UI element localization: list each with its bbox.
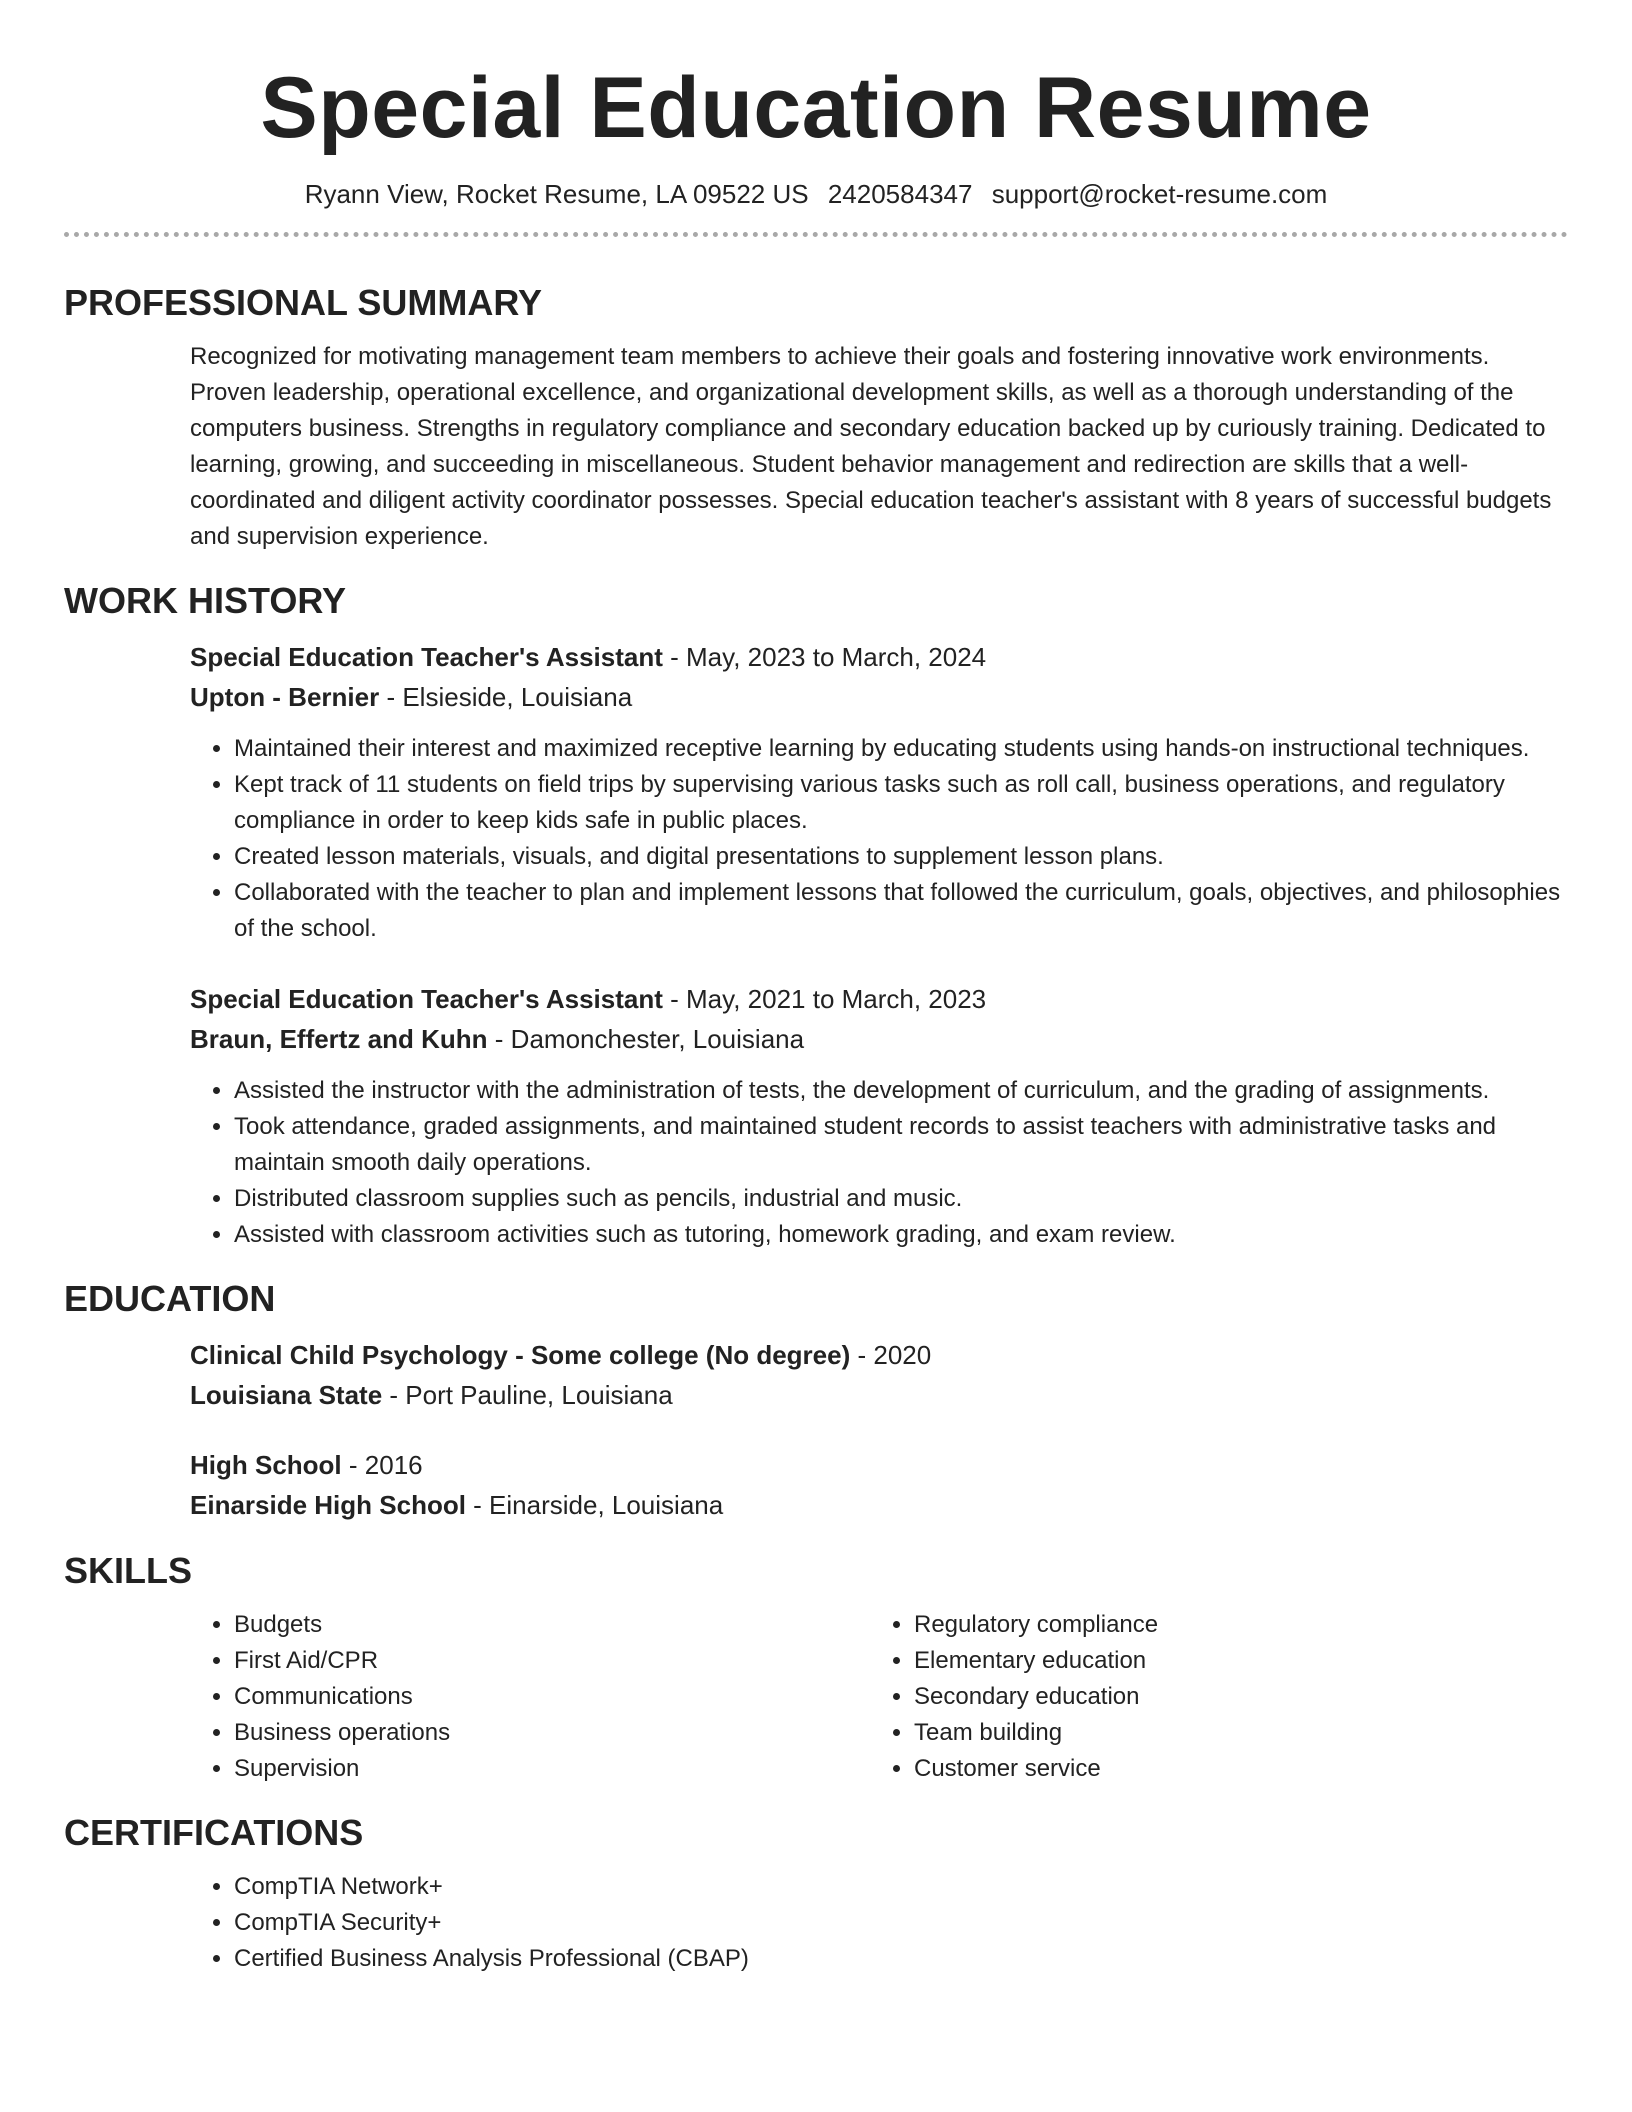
job-duty: • Created lesson materials, visuals, and digital presentations to supplement lesson plans. [234,839,1568,875]
education-school-line: Louisiana State - Port Pauline, Louisiana [190,1380,673,1410]
job-title-line: Special Education Teacher's Assistant - May, 2021 to March, 2023 [190,984,987,1014]
education-degree: Clinical Child Psychology - Some college (No degree) [190,1340,851,1370]
summary-heading: PROFESSIONAL SUMMARY [64,282,543,323]
job-duty: • Assisted the instructor with the administration of tests, the development of curriculum, and the grading of assignments. [234,1073,1568,1109]
education-location: Port Pauline, Louisiana [405,1380,673,1410]
job-dates: May, 2023 to March, 2024 [686,642,987,672]
education-school: Einarside High School [190,1490,466,1520]
skill-item: • Elementary education [914,1643,1550,1679]
education-degree: High School [190,1450,342,1480]
summary-section [64,339,1568,555]
skills-heading: SKILLS [64,1550,193,1591]
work-history-heading: WORK HISTORY [64,580,347,621]
job-entry [190,979,1568,1253]
education-location: Einarside, Louisiana [489,1490,724,1520]
job-duty: • Took attendance, graded assignments, and maintained student records to assist teachers with administrative tasks and maintain smooth daily operations. [234,1109,1568,1181]
contact-email[interactable]: support@rocket-resume.com [991,179,1328,209]
certification-item: • Certified Business Analysis Professional (CBAP) [234,1941,1568,1977]
job-title: Special Education Teacher's Assistant [190,642,663,672]
skills-column-left [190,1607,870,1787]
skill-item: • Secondary education [914,1679,1550,1715]
education-entry [190,1445,1568,1525]
certification-item: • CompTIA Network+ [234,1869,1568,1905]
job-dates: May, 2021 to March, 2023 [686,984,987,1014]
education-school-line: Einarside High School - Einarside, Louisiana [190,1490,724,1520]
education-section [64,1335,1568,1525]
job-duties-list [190,1073,1568,1253]
job-company: Upton - Bernier [190,682,380,712]
skill-item: • Communications [234,1679,870,1715]
job-location: Elsieside, Louisiana [402,682,633,712]
education-school: Louisiana State [190,1380,383,1410]
contact-line [64,176,1568,212]
job-title: Special Education Teacher's Assistant [190,984,663,1014]
education-year: 2020 [873,1340,932,1370]
skills-list [190,1607,870,1787]
job-duty: • Maintained their interest and maximized receptive learning by educating students using hands-on instructional techniques. [234,731,1568,767]
skill-item: • Budgets [234,1607,870,1643]
job-title-line: Special Education Teacher's Assistant - May, 2023 to March, 2024 [190,642,987,672]
skills-column-right [870,1607,1550,1787]
job-location: Damonchester, Louisiana [510,1024,805,1054]
education-degree-line: High School - 2016 [190,1450,423,1480]
job-company-line: Upton - Bernier - Elsieside, Louisiana [190,682,633,712]
contact-address: Ryann View, Rocket Resume, LA 09522 US [304,179,809,209]
work-history-section [64,637,1568,1253]
education-degree-line: Clinical Child Psychology - Some college (No degree) - 2020 [190,1340,932,1370]
job-duty: • Kept track of 11 students on field trips by supervising various tasks such as roll call, business operations, and regulatory compliance in order to keep kids safe in public places. [234,767,1568,839]
skill-item: • Supervision [234,1751,870,1787]
skills-grid [190,1607,1568,1787]
skill-item: • Customer service [914,1751,1550,1787]
skills-list [870,1607,1550,1787]
job-duties-list [190,731,1568,947]
job-duty: • Assisted with classroom activities such as tutoring, homework grading, and exam review. [234,1217,1568,1253]
job-company-line: Braun, Effertz and Kuhn - Damonchester, Louisiana [190,1024,805,1054]
job-duty: • Distributed classroom supplies such as pencils, industrial and music. [234,1181,1568,1217]
education-entry [190,1335,1568,1415]
skill-item: • Team building [914,1715,1550,1751]
job-duty: • Collaborated with the teacher to plan and implement lessons that followed the curriculum, goals, objectives, and philosophies of the school. [234,875,1568,947]
education-heading: EDUCATION [64,1278,276,1319]
certifications-section [64,1869,1568,1977]
header-divider [64,232,1568,237]
skill-item: • Business operations [234,1715,870,1751]
education-year: 2016 [364,1450,423,1480]
skill-item: • First Aid/CPR [234,1643,870,1679]
certifications-heading: CERTIFICATIONS [64,1812,364,1853]
job-company: Braun, Effertz and Kuhn [190,1024,488,1054]
job-entry [190,637,1568,947]
certifications-list [190,1869,1568,1977]
skills-section [64,1607,1568,1787]
contact-phone: 2420584347 [827,179,973,209]
skill-item: • Regulatory compliance [914,1607,1550,1643]
resume-title: Special Education Resume [260,60,1372,156]
certification-item: • CompTIA Security+ [234,1905,1568,1941]
summary-text: Recognized for motivating management team members to achieve their goals and fostering innovative work environments. Proven leadership, operational excellence, and organizational development skills, as well as a thorough understanding of the computers business. Strengths in regulatory compliance and secondary education backed up by curiously training. Dedicated to learning, growing, and succeeding in miscellaneous. Student behavior management and redirection are skills that a well-coordinated and diligent activity coordinator possesses. Special education teacher's assistant with 8 years of successful budgets and supervision experience. [190,343,1552,550]
